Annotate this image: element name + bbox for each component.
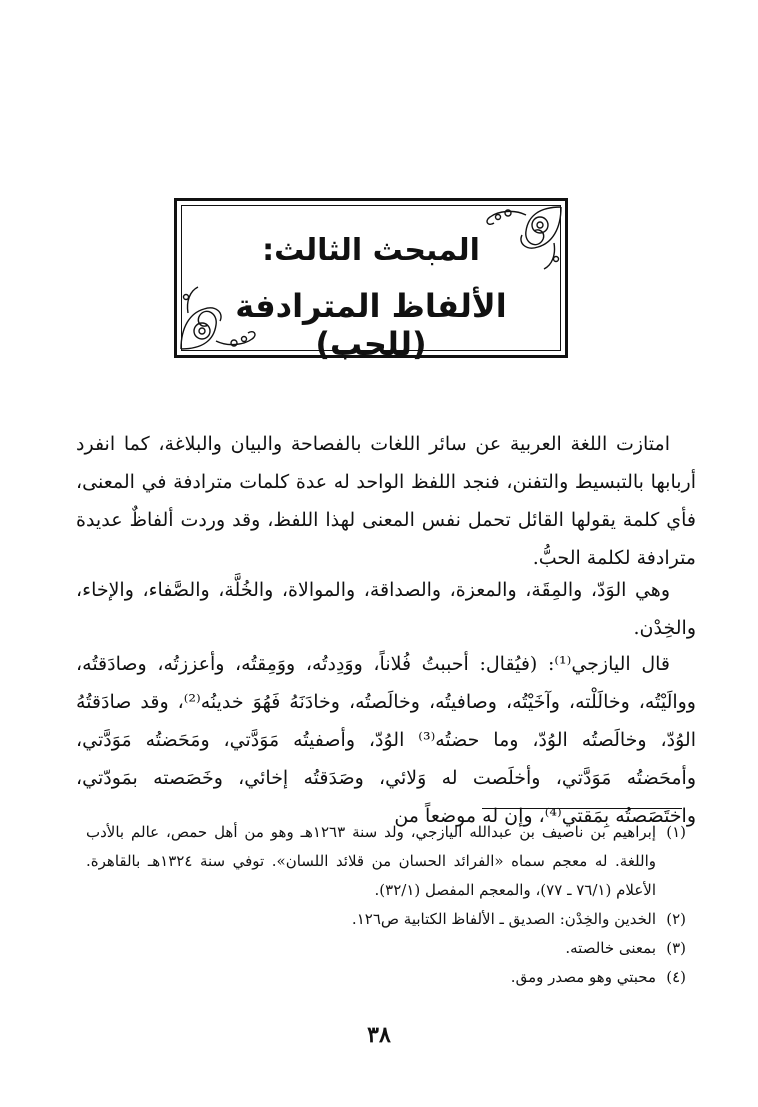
paragraph-text: امتازت اللغة العربية عن سائر اللغات بالفصاحة والبيان والبلاغة، كما انفرد أربابها بالتبسيط والتفنن، فنجد اللفظ الواحد له عدة كلمات مترادفة في المعنى، فأي كلمة يقولها القائل تحمل نفس المعنى لهذا اللفظ، وقد وردت ألفاظٌ عديدة مترادفة لكلمة الحبُّ. <box>76 433 696 569</box>
footnote <box>86 905 686 934</box>
footnote-number: (٣) <box>666 939 686 957</box>
footnote-text: محبتي وهو مصدر ومق. <box>510 968 656 986</box>
quote-paragraph <box>76 645 696 835</box>
intro-paragraph <box>76 425 696 577</box>
footnote <box>86 818 686 905</box>
footnote <box>86 934 686 963</box>
footnote-number: (١) <box>666 823 686 841</box>
footnotes <box>86 818 686 992</box>
footnote-text: إبراهيم بن ناصيف بن عبدالله اليازجي، ولد سنة ١٢٦٣هـ وهو من أهل حمص، عالم بالأدب واللغة. له معجم سماه «الفرائد الحسان من قلائد اللسان». توفي سنة ١٣٢٤هـ بالقاهرة. الأعلام (٧٦/١ ـ ٧٧)، والمعجم المفصل (٣٢/١). <box>86 823 657 899</box>
paragraph-text: قال اليازجي⁽¹⁾: (فيُقال: أحببتُ فُلاناً، ووَدِدتُه، ووَمِقتُه، وأعززتُه، وصادَقتُه، ووالَيْتُه، وخالَلْته، وآخَيْتُه، وصافيتُه، وخالَصتُه، وخادَنَهُ فَهُوَ خدينُه⁽²⁾، وقد صادَقتُهُ الوُدّ، وخالَصتُه الوُدّ، وما حضتُه⁽³⁾ الوُدّ، وأصفيتُه مَوَدَّتي، ومَحَضتُه مَوَدَّتي، وأمحَضتُه مَوَدَّتي، وأخلَصت له وَلائي، وصَدَقتُه إخائي، وخَصَصته بمَودّتي، واختَصَصتُه بِمَقتي⁽⁴⁾، وإن له موضعاً من <box>76 653 696 827</box>
chapter-title-frame <box>174 198 568 363</box>
footnote-text: الخدين والخِدْن: الصديق ـ الألفاظ الكتابية ص١٢٦. <box>351 910 656 928</box>
page-number: ٣٨ <box>367 1022 391 1048</box>
footnote-text: بمعنى خالصته. <box>565 939 656 957</box>
synonyms-paragraph <box>76 571 696 647</box>
paragraph-text: وهي الوَدّ، والمِقَة، والمعزة، والصداقة، والموالاة، والخُلَّة، والصَّفاء، والإخاء، والخِدْن. <box>76 579 696 639</box>
footnote-number: (٢) <box>666 910 686 928</box>
footnote-divider <box>482 808 682 809</box>
footnote <box>86 963 686 992</box>
chapter-title: المبحث الثالث: <box>262 233 480 268</box>
chapter-subtitle: الألفاظ المترادفة (للحب) <box>235 287 507 363</box>
footnote-number: (٤) <box>666 968 686 986</box>
